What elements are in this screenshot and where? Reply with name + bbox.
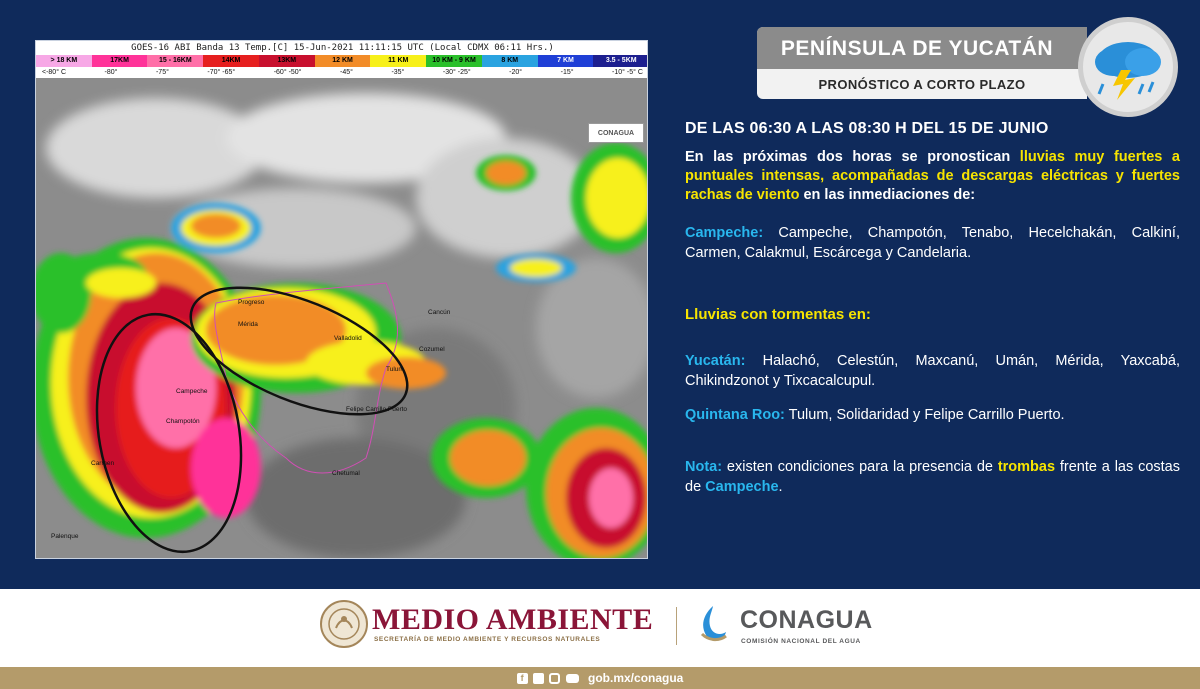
legend-cell: 13KM	[259, 55, 315, 67]
legend-cell: 12 KM	[315, 55, 371, 67]
legend-temp: -15°	[560, 69, 574, 76]
legend-cell: 17KM	[92, 55, 148, 67]
twitter-icon[interactable]	[533, 673, 544, 684]
satellite-image-panel	[35, 40, 648, 559]
note-text-e: .	[778, 479, 783, 495]
note-text-a: existen condiciones para la presencia de	[722, 459, 998, 475]
legend-temp: -35°	[391, 69, 405, 76]
page-subtitle: PRONÓSTICO A CORTO PLAZO	[818, 77, 1026, 92]
intro-highlight: lluvias muy fuertes a puntuales intensas, acompañadas de descargas eléctricas y fuertes rachas de viento	[685, 149, 1180, 203]
storms-heading-text: Lluvias con tormentas en:	[685, 306, 871, 323]
storms-heading	[685, 305, 1180, 325]
legend-cell: 3.5 - 5KM	[593, 55, 648, 67]
city-label: Chetumal	[332, 470, 360, 477]
note-paragraph	[685, 457, 1180, 497]
footer-divider	[676, 607, 677, 645]
legend-temp: -75°	[155, 69, 169, 76]
city-label: Palenque	[51, 533, 79, 540]
campeche-paragraph	[685, 223, 1180, 263]
note-text-c: frente a las costas de	[685, 459, 1180, 495]
forecast-text	[685, 120, 1180, 497]
legend-cell: 10 KM - 9 KM	[426, 55, 482, 67]
city-label: Carmen	[91, 460, 115, 467]
campeche-text: Campeche, Champotón, Tenabo, Hecelchakán, Calkiní, Carmen, Calakmul, Escárcega y Candelaria.	[685, 225, 1180, 261]
conagua-logo-icon	[694, 604, 732, 644]
note-label: Nota:	[685, 459, 723, 475]
legend-cell: 14KM	[203, 55, 259, 67]
title-box	[757, 27, 1087, 99]
city-label: Cancún	[428, 309, 451, 316]
conagua-logo-subtitle: COMISIÓN NACIONAL DEL AGUA	[741, 638, 861, 645]
forecast-period: DE LAS 06:30 A LAS 08:30 H DEL 15 DE JUNIO	[685, 120, 1049, 137]
qroo-paragraph	[685, 405, 1180, 425]
mexico-seal-logo	[320, 600, 368, 648]
page-title: PENÍNSULA DE YUCATÁN	[780, 37, 1054, 60]
legend-temp: -20°	[509, 69, 523, 76]
legend-temp: -60° -50°	[273, 69, 302, 76]
city-label: Tulum	[386, 366, 404, 373]
altitude-legend	[36, 55, 648, 67]
intro-end: en las inmediaciones de:	[799, 187, 976, 203]
city-label: Cozumel	[419, 346, 445, 353]
facebook-icon[interactable]: f	[517, 673, 528, 684]
conagua-watermark-text: CONAGUA	[597, 130, 635, 137]
forecast-intro	[685, 148, 1180, 205]
legend-temp: -70° -65°	[207, 69, 236, 76]
sema-logo-title: MEDIO AMBIENTE	[372, 603, 654, 636]
city-label: Felipe Carrillo Puerto	[346, 406, 408, 413]
note-highlight-campeche: Campeche	[705, 479, 779, 495]
conagua-logo-title: CONAGUA	[740, 606, 873, 634]
sema-logo-subtitle: SECRETARÍA DE MEDIO AMBIENTE Y RECURSOS NATURALES	[374, 636, 601, 643]
intro-start: En las próximas dos horas se pronostican	[685, 149, 1020, 165]
city-label: Progreso	[238, 299, 265, 306]
qroo-text: Tulum, Solidaridad y Felipe Carrillo Puerto.	[784, 407, 1065, 423]
yucatan-text: Halachó, Celestún, Maxcanú, Umán, Mérida, Yaxcabá, Chikindzonot y Tixcacalcupul.	[685, 353, 1180, 389]
satellite-header: GOES-16 ABI Banda 13 Temp.[C] 15-Jun-2021 11:11:15 UTC (Local CDMX 06:11 Hrs.)	[36, 41, 648, 55]
campeche-label: Campeche:	[685, 225, 764, 241]
youtube-icon[interactable]	[566, 674, 579, 683]
qroo-label: Quintana Roo:	[685, 407, 785, 423]
temperature-legend	[36, 67, 648, 78]
conagua-watermark	[588, 123, 644, 143]
legend-temp: <-80° C	[42, 69, 67, 76]
city-label: Champotón	[166, 418, 200, 425]
instagram-icon[interactable]	[549, 673, 560, 684]
satellite-map	[36, 78, 648, 559]
legend-temp: -10° -5° C	[612, 69, 643, 76]
legend-cell: 11 KM	[370, 55, 426, 67]
city-label: Valladolid	[334, 335, 362, 342]
note-highlight-trombas: trombas	[997, 459, 1056, 475]
footer-social-bar	[0, 667, 1200, 689]
legend-temp: -45°	[340, 69, 353, 76]
legend-cell: 15 - 16KM	[147, 55, 203, 67]
city-label: Campeche	[176, 388, 208, 395]
legend-cell: 7 KM	[538, 55, 594, 67]
website-link[interactable]: gob.mx/conagua	[588, 671, 684, 685]
legend-temp: -80°	[104, 69, 118, 76]
city-label: Mérida	[238, 321, 258, 328]
storm-cloud-icon	[1078, 17, 1178, 117]
yucatan-label: Yucatán:	[685, 353, 746, 369]
legend-cell: 8 KM	[482, 55, 538, 67]
legend-temp: -30° -25°	[442, 69, 471, 76]
legend-cell: > 18 KM	[36, 55, 92, 67]
yucatan-paragraph	[685, 351, 1180, 391]
